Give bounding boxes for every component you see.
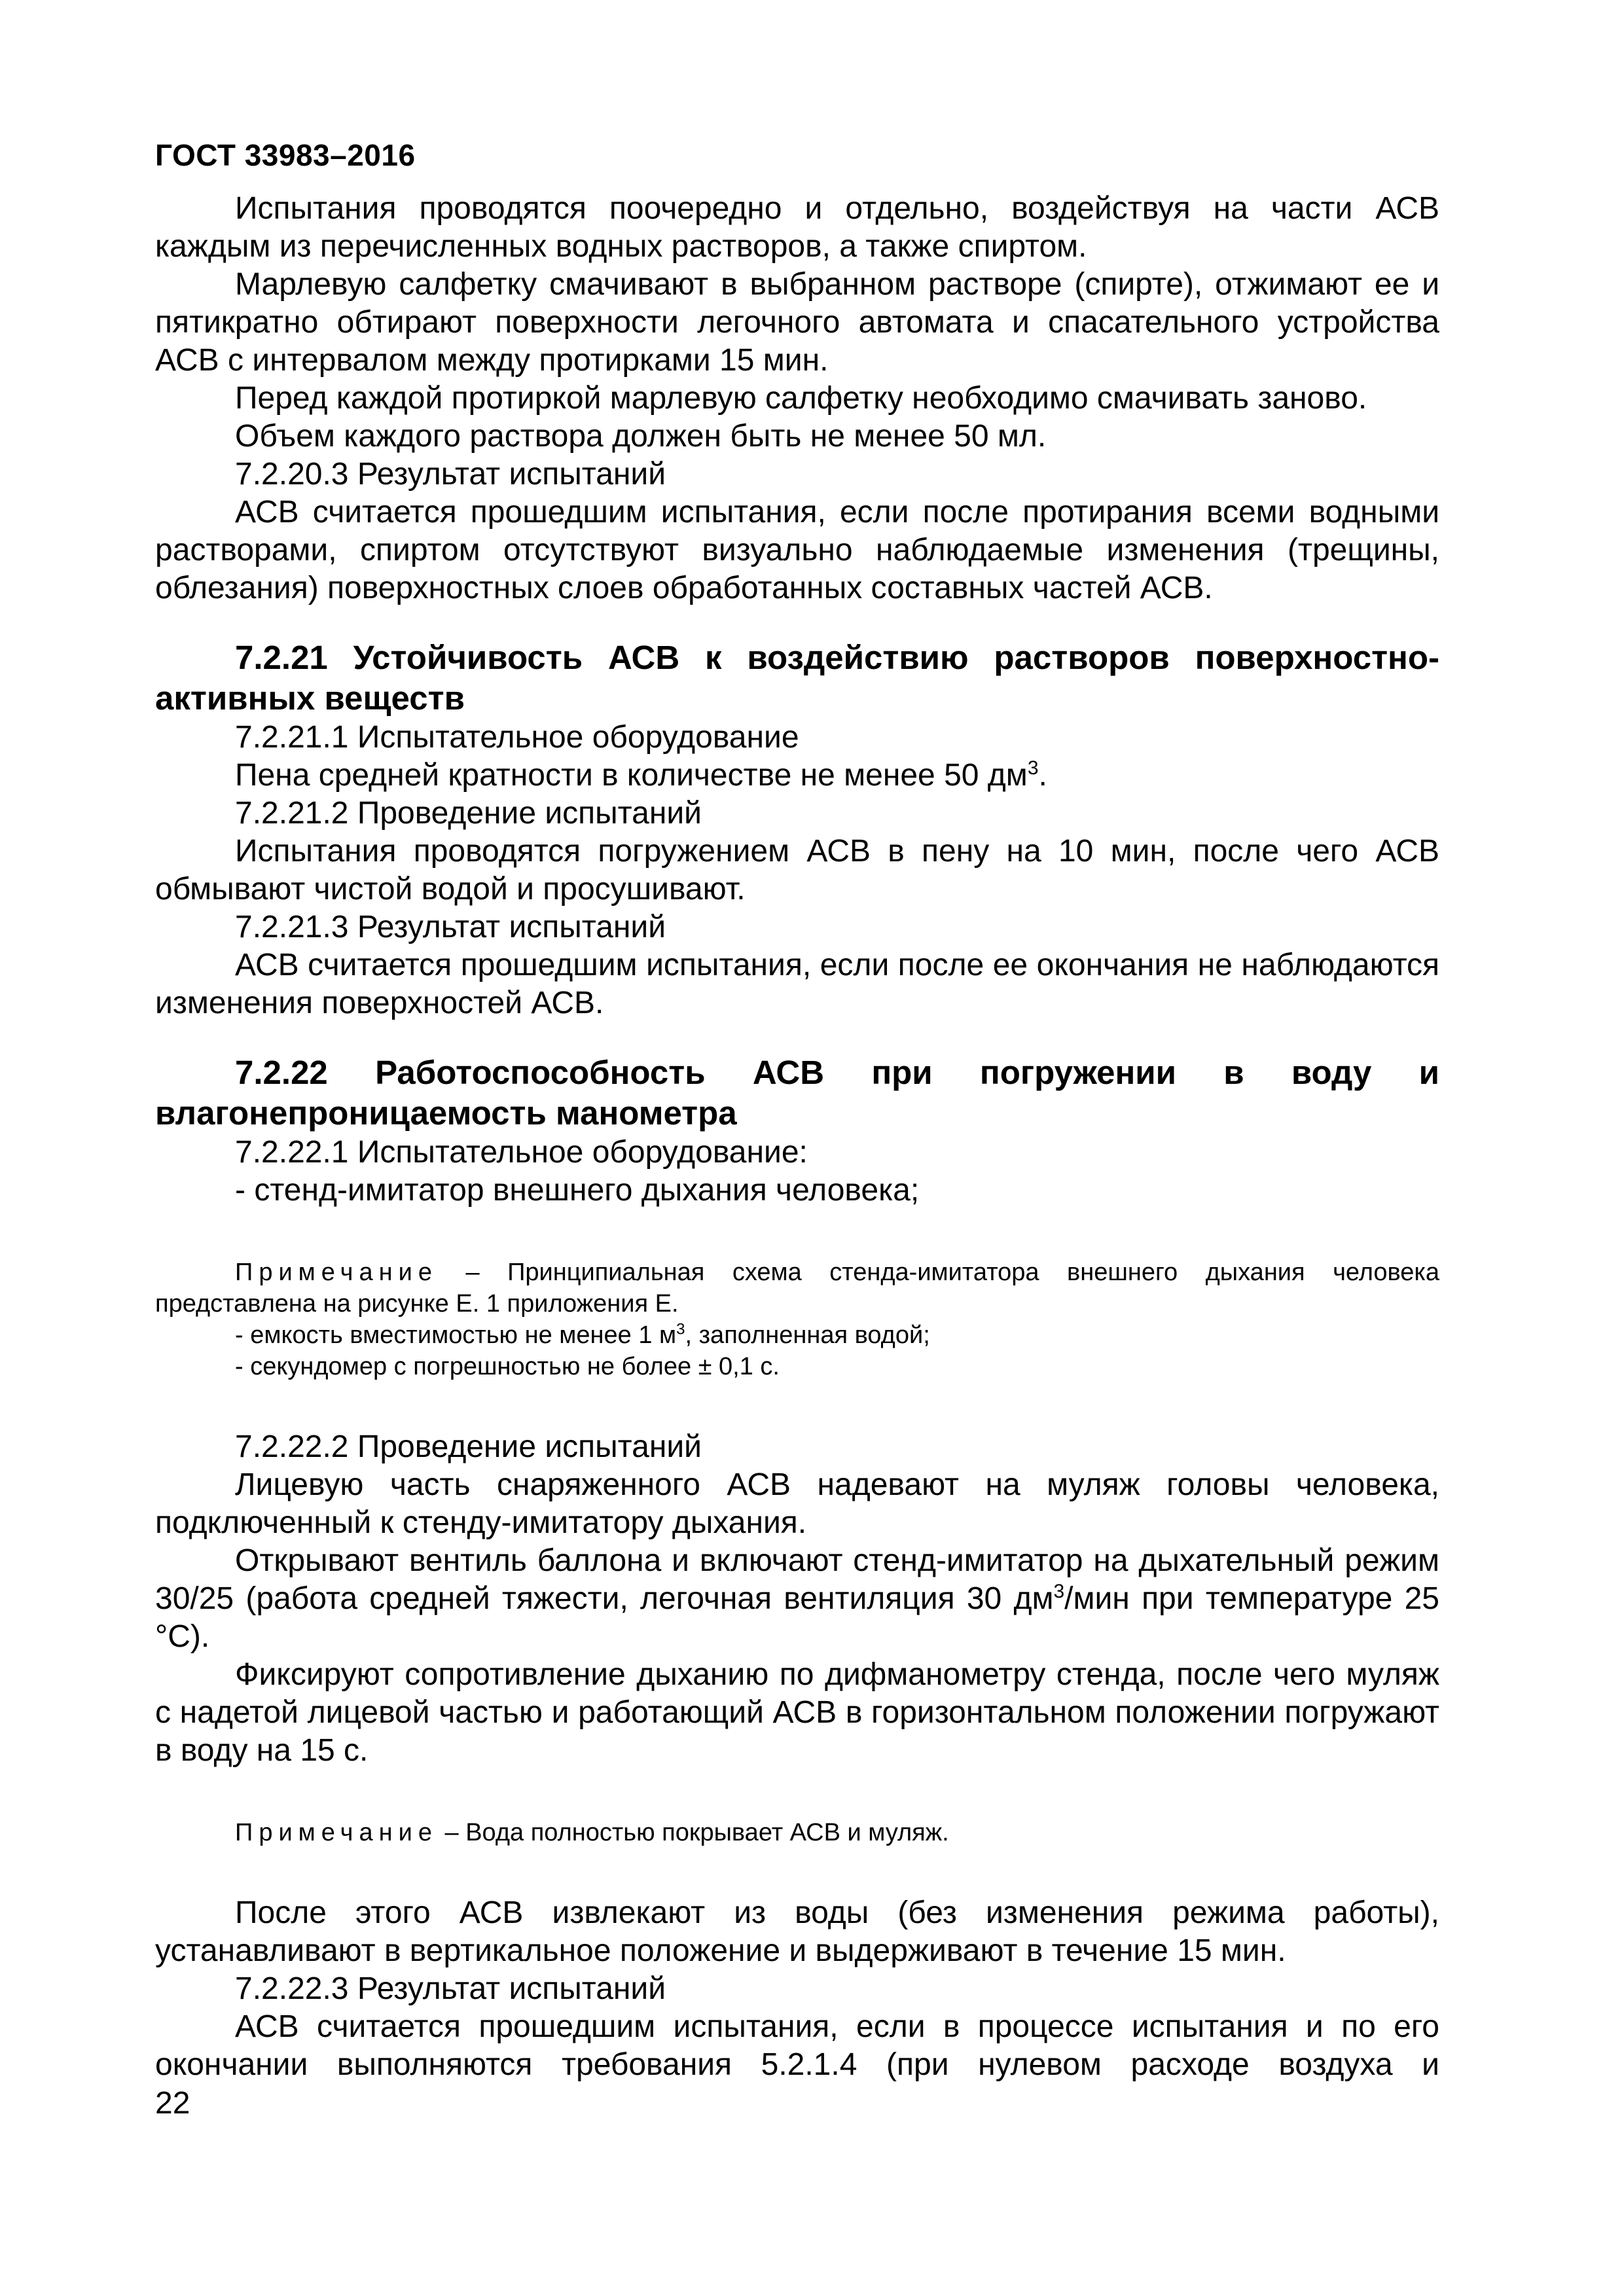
note-text: – Принципиальная схема стенда-имитатора внешнего дыхания человека представлена на рисунке Е. 1 приложения Е. bbox=[155, 1259, 1439, 1318]
paragraph: Лицевую часть снаряженного АСВ надевают на муляж головы человека, подключенный к стенду-имитатору дыхания. bbox=[155, 1467, 1439, 1540]
paragraph: Испытания проводятся погружением АСВ в пену на 10 мин, после чего АСВ обмывают чистой водой и просушивают. bbox=[155, 834, 1439, 906]
note bbox=[155, 1817, 1439, 1848]
note bbox=[155, 1257, 1439, 1319]
note-text: – Вода полностью покрывает АСВ и муляж. bbox=[437, 1819, 949, 1846]
subsection-heading: 7.2.21.2 Проведение испытаний bbox=[235, 796, 702, 831]
text-span: - емкость вместимостью не менее 1 м bbox=[235, 1321, 677, 1349]
paragraph bbox=[155, 1542, 1439, 1656]
paragraph: Объем каждого раствора должен быть не менее 50 мл. bbox=[235, 419, 1047, 454]
paragraph: Перед каждой протиркой марлевую салфетку необходимо смачивать заново. bbox=[235, 381, 1367, 416]
subsection-heading: 7.2.20.3 Результат испытаний bbox=[235, 457, 666, 492]
section-heading-7-2-21: 7.2.21 Устойчивость АСВ к воздействию растворов поверхностно-активных веществ bbox=[155, 639, 1439, 717]
superscript: 3 bbox=[1053, 1581, 1065, 1602]
text-span: Пена средней кратности в количестве не менее 50 дм bbox=[235, 758, 1028, 793]
subsection-heading: 7.2.21.1 Испытательное оборудование bbox=[235, 720, 799, 755]
superscript: 3 bbox=[1027, 757, 1039, 779]
paragraph: Испытания проводятся поочередно и отдельно, воздействуя на части АСВ каждым из перечисленных водных растворов, а также спиртом. bbox=[155, 191, 1439, 264]
text-span: /мин при температуре 25 °С). bbox=[155, 1581, 1440, 1654]
paragraph: Фиксируют сопротивление дыханию по дифманометру стенда, после чего муляж с надетой лицевой частью и работающий АСВ в горизонтальном положении погружают в воду на 15 с. bbox=[155, 1657, 1439, 1768]
text-span: . bbox=[1038, 758, 1047, 793]
note-list-item bbox=[155, 1319, 1439, 1351]
text-span: Открывают вентиль баллона и включают стенд-имитатор на дыхательный режим 30/25 (работа средней тяжести, легочная вентиляция 30 дм bbox=[155, 1543, 1439, 1616]
paragraph: АСВ считается прошедшим испытания, если после протирания всеми водными растворами, спиртом отсутствуют визуально наблюдаемые изменения (трещины, облезания) поверхностных слоев обработанных составных частей АСВ. bbox=[155, 495, 1439, 605]
note-list-item: - секундомер с погрешностью не более ± 0,1 с. bbox=[235, 1353, 780, 1380]
subsection-heading: 7.2.22.1 Испытательное оборудование: bbox=[235, 1135, 808, 1170]
text-span: , заполненная водой; bbox=[685, 1321, 930, 1349]
document-header: ГОСТ 33983–2016 bbox=[155, 138, 416, 172]
section-heading-7-2-22-cont: влагонепроницаемость манометра bbox=[155, 1094, 737, 1132]
paragraph: После этого АСВ извлекают из воды (без изменения режима работы), устанавливают в вертикальное положение и выдерживают в течение 15 мин. bbox=[155, 1895, 1439, 1968]
paragraph: АСВ считается прошедшим испытания, если после ее окончания не наблюдаются изменения поверхностей АСВ. bbox=[155, 948, 1439, 1020]
paragraph: Марлевую салфетку смачивают в выбранном растворе (спирте), отжимают ее и пятикратно обтирают поверхности легочного автомата и спасательного устройства АСВ с интервалом между протирками 15 мин. bbox=[155, 267, 1439, 378]
page-number: 22 bbox=[155, 2086, 190, 2121]
note-label: Примечание bbox=[235, 1819, 438, 1846]
subsection-heading: 7.2.22.3 Результат испытаний bbox=[235, 1971, 666, 2006]
section-heading-7-2-22: 7.2.22 Работоспособность АСВ при погружении в воду и bbox=[235, 1054, 1439, 1091]
superscript: 3 bbox=[676, 1320, 685, 1338]
note-label: Примечание bbox=[235, 1259, 438, 1286]
subsection-heading: 7.2.22.2 Проведение испытаний bbox=[235, 1429, 702, 1464]
paragraph: АСВ считается прошедшим испытания, если в процессе испытания и по его окончании выполняются требования 5.2.1.4 (при нулевом расходе воздуха и bbox=[155, 2009, 1439, 2082]
list-item: - стенд-имитатор внешнего дыхания человека; bbox=[235, 1173, 920, 1208]
page-content bbox=[155, 190, 1439, 2084]
subsection-heading: 7.2.21.3 Результат испытаний bbox=[235, 910, 666, 944]
paragraph bbox=[155, 757, 1439, 795]
